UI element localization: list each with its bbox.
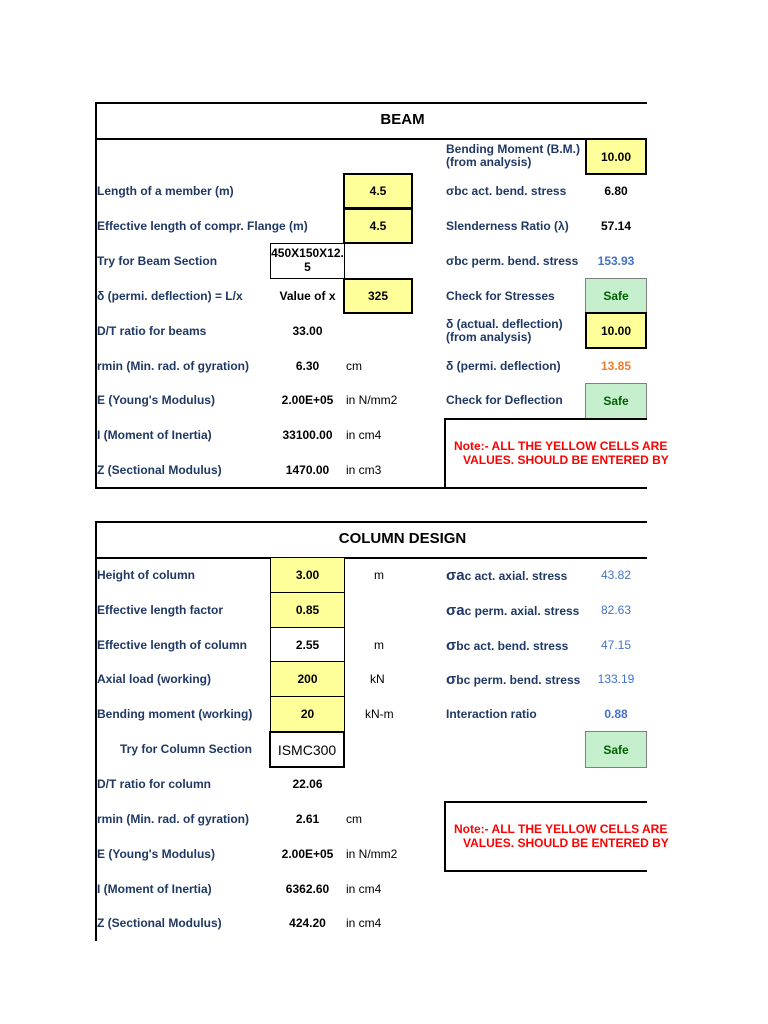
column-inertia-unit: in cm4 bbox=[346, 882, 382, 896]
column-youngs-unit: in N/mm2 bbox=[346, 847, 398, 861]
column-label-modulus: Z (Sectional Modulus) bbox=[97, 916, 222, 930]
column-note-bottom-border bbox=[444, 870, 647, 872]
column-sigma-bc-perm-value: 133.19 bbox=[597, 672, 635, 686]
column-note-box bbox=[446, 803, 669, 870]
column-section-input[interactable]: ISMC300 bbox=[269, 731, 345, 768]
column-label-dt-ratio: D/T ratio for column bbox=[97, 777, 211, 791]
beam-inertia-unit: in cm4 bbox=[346, 428, 382, 442]
column-title: COLUMN DESIGN bbox=[338, 530, 467, 547]
column-note-line1: Note:- ALL THE YELLOW CELLS ARE bbox=[454, 822, 668, 836]
column-left-border bbox=[95, 521, 97, 941]
beam-youngs-unit: in N/mm2 bbox=[346, 393, 398, 407]
beam-rmin-value: 6.30 bbox=[295, 359, 320, 373]
column-effective-length-value: 2.55 bbox=[270, 627, 345, 662]
beam-label-actual-deflection-line1: δ (actual. deflection) bbox=[446, 317, 563, 331]
column-label-section: Try for Column Section bbox=[120, 742, 253, 756]
column-inertia-value: 6362.60 bbox=[285, 882, 330, 896]
column-bending-moment-input[interactable]: 20 bbox=[270, 696, 345, 732]
beam-check-deflection-badge: Safe bbox=[585, 383, 647, 419]
beam-label-actual-deflection bbox=[446, 318, 563, 344]
beam-slenderness-value: 57.14 bbox=[600, 219, 632, 233]
sigma-symbol: σ bbox=[446, 567, 457, 584]
column-label-sigma-ac-perm-text: c perm. axial. stress bbox=[464, 604, 580, 618]
column-label-effective-length: Effective length of column bbox=[97, 638, 248, 652]
beam-note-box bbox=[446, 420, 669, 486]
beam-modulus-unit: in cm3 bbox=[346, 463, 382, 477]
beam-label-bending-moment-line1: Bending Moment (B.M.) bbox=[446, 142, 580, 156]
column-label-youngs: E (Young's Modulus) bbox=[97, 847, 215, 861]
beam-title: BEAM bbox=[380, 111, 425, 128]
column-rmin-value: 2.61 bbox=[295, 812, 320, 826]
column-title-border bbox=[95, 557, 647, 559]
beam-label-section: Try for Beam Section bbox=[97, 254, 218, 268]
beam-sigma-bc-perm-value: 153.93 bbox=[597, 254, 635, 268]
beam-modulus-value: 1470.00 bbox=[285, 463, 330, 477]
column-label-sigma-bc-act bbox=[446, 637, 568, 654]
beam-label-dt-ratio: D/T ratio for beams bbox=[97, 324, 207, 338]
beam-label-length: Length of a member (m) bbox=[97, 184, 234, 198]
beam-title-border bbox=[95, 138, 647, 140]
beam-bottom-border bbox=[95, 487, 647, 489]
beam-section-input[interactable]: 450X150X12.5 bbox=[270, 243, 345, 279]
column-label-sigma-bc-perm-text: bc perm. bend. stress bbox=[456, 673, 581, 687]
beam-permi-deflection-value: 13.85 bbox=[600, 359, 632, 373]
beam-label-bending-moment-line2: (from analysis) bbox=[446, 155, 532, 169]
column-modulus-unit: in cm4 bbox=[346, 916, 382, 930]
column-top-border bbox=[95, 521, 647, 523]
sigma-symbol: σ bbox=[446, 602, 457, 619]
beam-label-permi-deflection-right: δ (permi. deflection) bbox=[446, 359, 561, 373]
beam-value-of-x-label: Value of x bbox=[279, 289, 336, 303]
column-effective-length-unit: m bbox=[374, 638, 384, 652]
sigma-symbol: σ bbox=[446, 671, 457, 688]
column-interaction-ratio-value: 0.88 bbox=[604, 707, 628, 721]
column-sigma-ac-act-value: 43.82 bbox=[600, 568, 632, 582]
beam-dt-ratio-value: 33.00 bbox=[292, 324, 323, 338]
column-label-height: Height of column bbox=[97, 568, 195, 582]
sigma-symbol: σ bbox=[446, 637, 457, 654]
column-height-input[interactable]: 3.00 bbox=[270, 557, 345, 593]
column-label-sigma-ac-perm bbox=[446, 602, 579, 619]
column-sigma-bc-act-value: 47.15 bbox=[600, 638, 632, 652]
beam-rmin-unit: cm bbox=[346, 359, 362, 373]
beam-label-check-stresses: Check for Stresses bbox=[446, 289, 555, 303]
column-modulus-value: 424.20 bbox=[289, 916, 326, 930]
column-youngs-value: 2.00E+05 bbox=[281, 847, 334, 861]
beam-inertia-value: 33100.00 bbox=[282, 428, 333, 442]
beam-label-rmin: rmin (Min. rad. of gyration) bbox=[97, 359, 249, 373]
beam-x-input[interactable]: 325 bbox=[343, 278, 413, 314]
beam-note-line2: VALUES. SHOULD BE ENTERED BY bbox=[463, 453, 669, 467]
column-note-line2: VALUES. SHOULD BE ENTERED BY bbox=[463, 836, 669, 850]
beam-label-modulus: Z (Sectional Modulus) bbox=[97, 463, 222, 477]
column-label-sigma-bc-perm bbox=[446, 671, 580, 688]
column-length-factor-input[interactable]: 0.85 bbox=[270, 592, 345, 628]
beam-label-sigma-bc-perm: σbc perm. bend. stress bbox=[446, 254, 579, 268]
column-label-interaction-ratio: Interaction ratio bbox=[446, 707, 537, 721]
beam-length-input[interactable]: 4.5 bbox=[343, 173, 413, 209]
beam-label-bending-moment bbox=[446, 143, 580, 169]
column-axial-load-input[interactable]: 200 bbox=[270, 661, 345, 697]
column-label-axial-load: Axial load (working) bbox=[97, 672, 212, 686]
beam-label-effective-length: Effective length of compr. Flange (m) bbox=[97, 219, 308, 233]
sigma-subscript-a: a bbox=[456, 602, 465, 619]
beam-label-sigma-bc-act: σbc act. bend. stress bbox=[446, 184, 567, 198]
beam-label-inertia: I (Moment of Inertia) bbox=[97, 428, 212, 442]
column-rmin-unit: cm bbox=[346, 812, 362, 826]
column-label-bending-moment: Bending moment (working) bbox=[97, 707, 253, 721]
column-axial-load-unit: kN bbox=[370, 672, 385, 686]
sigma-subscript-a: a bbox=[456, 567, 465, 584]
beam-label-permi-deflection: δ (permi. deflection) = L/x bbox=[97, 289, 243, 303]
beam-youngs-value: 2.00E+05 bbox=[281, 393, 334, 407]
beam-note-line1: Note:- ALL THE YELLOW CELLS ARE bbox=[454, 439, 668, 453]
beam-label-actual-deflection-line2: (from analysis) bbox=[446, 330, 532, 344]
column-bending-moment-unit: kN-m bbox=[365, 707, 394, 721]
beam-sigma-bc-act-value: 6.80 bbox=[604, 184, 628, 198]
column-label-length-factor: Effective length factor bbox=[97, 603, 224, 617]
column-check-badge: Safe bbox=[585, 731, 647, 768]
beam-label-slenderness: Slenderness Ratio (λ) bbox=[446, 219, 569, 233]
beam-label-check-deflection: Check for Deflection bbox=[446, 393, 563, 407]
column-label-sigma-ac-act bbox=[446, 567, 567, 584]
column-sigma-ac-perm-value: 82.63 bbox=[600, 603, 632, 617]
beam-label-youngs: E (Young's Modulus) bbox=[97, 393, 215, 407]
beam-top-border bbox=[95, 102, 647, 104]
column-label-inertia: I (Moment of Inertia) bbox=[97, 882, 212, 896]
beam-check-stresses-badge: Safe bbox=[585, 278, 647, 314]
beam-effective-length-input[interactable]: 4.5 bbox=[343, 208, 413, 244]
column-height-unit: m bbox=[374, 568, 384, 582]
column-label-sigma-bc-act-text: bc act. bend. stress bbox=[456, 639, 569, 653]
beam-bending-moment-input[interactable]: 10.00 bbox=[585, 138, 647, 175]
column-dt-ratio-value: 22.06 bbox=[292, 777, 323, 791]
column-label-rmin: rmin (Min. rad. of gyration) bbox=[97, 812, 249, 826]
beam-actual-deflection-input[interactable]: 10.00 bbox=[585, 312, 647, 349]
column-label-sigma-ac-act-text: c act. axial. stress bbox=[464, 569, 568, 583]
